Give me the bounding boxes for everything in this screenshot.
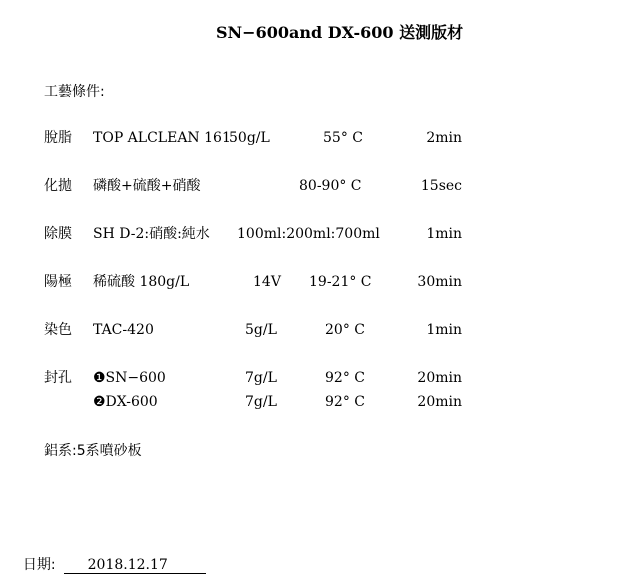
- alloy-note: 鋁系:5系噴砂板: [44, 443, 142, 459]
- step-temperature: 55° C: [323, 130, 363, 146]
- step-chemical: TOP ALCLEAN 161: [93, 130, 231, 146]
- step-concentration: 100ml:200ml:700ml: [237, 226, 380, 242]
- step-concentration: 7g/L: [245, 394, 277, 410]
- step-time: 2min: [426, 130, 462, 146]
- step-concentration: 5g/L: [245, 322, 277, 338]
- step-row-sealing-dx600: [0, 392, 462, 412]
- step-label: 化拋: [44, 178, 72, 194]
- step-label: 除膜: [44, 226, 72, 242]
- step-row-degrease: [0, 128, 462, 148]
- step-chemical: 磷酸+硫酸+硝酸: [93, 178, 201, 194]
- step-label: 染色: [44, 322, 72, 338]
- step-voltage: 14V: [253, 274, 281, 290]
- process-conditions-heading: 工藝條件:: [44, 84, 105, 100]
- step-label: 封孔: [44, 370, 72, 386]
- step-time: 1min: [426, 322, 462, 338]
- step-chemical: TAC-420: [93, 322, 154, 338]
- date-value: 2018.12.17: [64, 557, 206, 574]
- date-line: [14, 538, 206, 574]
- step-chemical: 稀硫酸 180g/L: [93, 274, 190, 290]
- step-time: 15sec: [420, 178, 462, 194]
- step-row-anodize: [0, 272, 462, 292]
- step-temperature: 80-90° C: [299, 178, 362, 194]
- step-temperature: 92° C: [325, 370, 365, 386]
- step-concentration: 50g/L: [229, 130, 270, 146]
- step-temperature: 19-21° C: [309, 274, 372, 290]
- step-time: 20min: [417, 394, 462, 410]
- step-chemical: SH D-2:硝酸:純水: [93, 226, 210, 242]
- step-label: 脫脂: [44, 130, 72, 146]
- step-temperature: 20° C: [325, 322, 365, 338]
- step-row-sealing-sn600: [0, 368, 462, 388]
- step-row-chemical-polish: [0, 176, 462, 196]
- step-time: 1min: [426, 226, 462, 242]
- step-temperature: 92° C: [325, 394, 365, 410]
- step-label: 陽極: [44, 274, 72, 290]
- step-row-dyeing: [0, 320, 462, 340]
- step-chemical: ❶SN−600: [93, 370, 166, 386]
- step-chemical: ❷DX-600: [93, 394, 158, 410]
- document-title: SN−600and DX-600 送測版材: [216, 23, 464, 42]
- step-concentration: 7g/L: [245, 370, 277, 386]
- step-row-desmut: [0, 224, 462, 244]
- date-label: 日期:: [22, 557, 56, 573]
- step-time: 30min: [417, 274, 462, 290]
- step-time: 20min: [417, 370, 462, 386]
